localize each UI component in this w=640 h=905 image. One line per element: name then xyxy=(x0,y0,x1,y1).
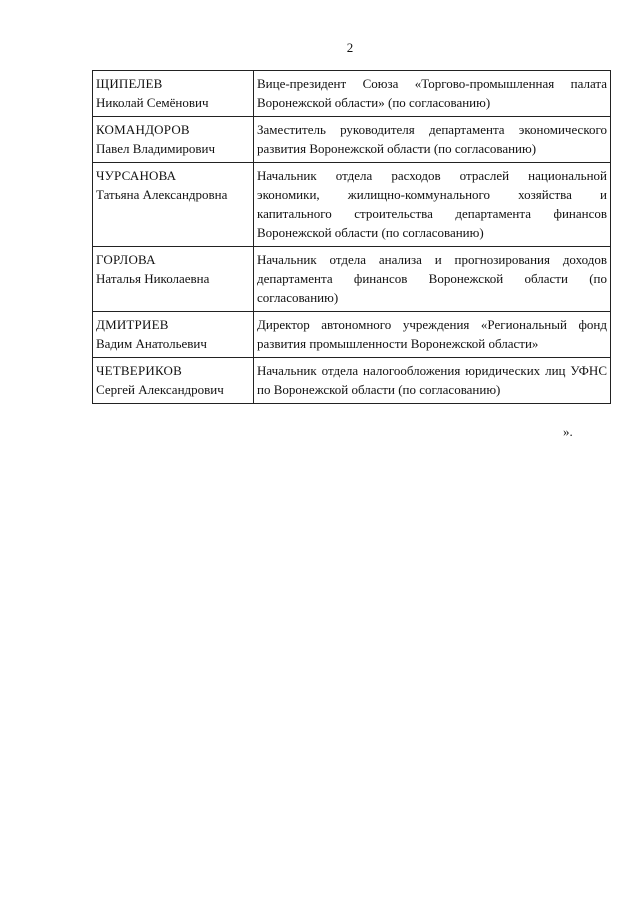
member-given-names: Наталья Николаевна xyxy=(96,271,210,286)
member-given-names: Вадим Анатольевич xyxy=(96,336,207,351)
member-given-names: Татьяна Александровна xyxy=(96,187,228,202)
table-row xyxy=(93,71,611,117)
member-surname: ЧЕТВЕРИКОВ xyxy=(96,363,182,378)
table-row xyxy=(93,312,611,358)
member-position: Начальник отдела анализа и прогнозирования доходов департамента финансов Воронежской области (по согласованию) xyxy=(254,247,611,312)
member-given-names: Сергей Александрович xyxy=(96,382,224,397)
member-given-names: Павел Владимирович xyxy=(96,141,216,156)
member-position: Начальник отдела налогообложения юридических лиц УФНС по Воронежской области (по согласованию) xyxy=(254,358,611,404)
member-position: Вице-президент Союза «Торгово-промышленная палата Воронежской области» (по согласованию) xyxy=(254,71,611,117)
member-position: Директор автономного учреждения «Региональный фонд развития промышленности Воронежской области» xyxy=(254,312,611,358)
table-row xyxy=(93,358,611,404)
member-name-cell xyxy=(93,163,254,247)
member-surname: КОМАНДОРОВ xyxy=(96,122,190,137)
closing-quote-mark: ». xyxy=(563,424,573,439)
table-row xyxy=(93,247,611,312)
member-position: Начальник отдела расходов отраслей национальной экономики, жилищно-коммунального хозяйства и капитального строительства департамента финансов Воронежской области (по согласованию) xyxy=(254,163,611,247)
member-surname: ДМИТРИЕВ xyxy=(96,317,169,332)
member-surname: ЩИПЕЛЕВ xyxy=(96,76,163,91)
table-row xyxy=(93,163,611,247)
member-surname: ГОРЛОВА xyxy=(96,252,156,267)
table-row xyxy=(93,117,611,163)
member-name-cell xyxy=(93,71,254,117)
page-number: 2 xyxy=(346,40,354,55)
member-name-cell xyxy=(93,358,254,404)
members-table xyxy=(92,70,611,404)
member-name-cell xyxy=(93,312,254,358)
member-surname: ЧУРСАНОВА xyxy=(96,168,177,183)
member-name-cell xyxy=(93,247,254,312)
member-name-cell xyxy=(93,117,254,163)
member-given-names: Николай Семёнович xyxy=(96,95,209,110)
member-position: Заместитель руководителя департамента экономического развития Воронежской области (по согласованию) xyxy=(254,117,611,163)
